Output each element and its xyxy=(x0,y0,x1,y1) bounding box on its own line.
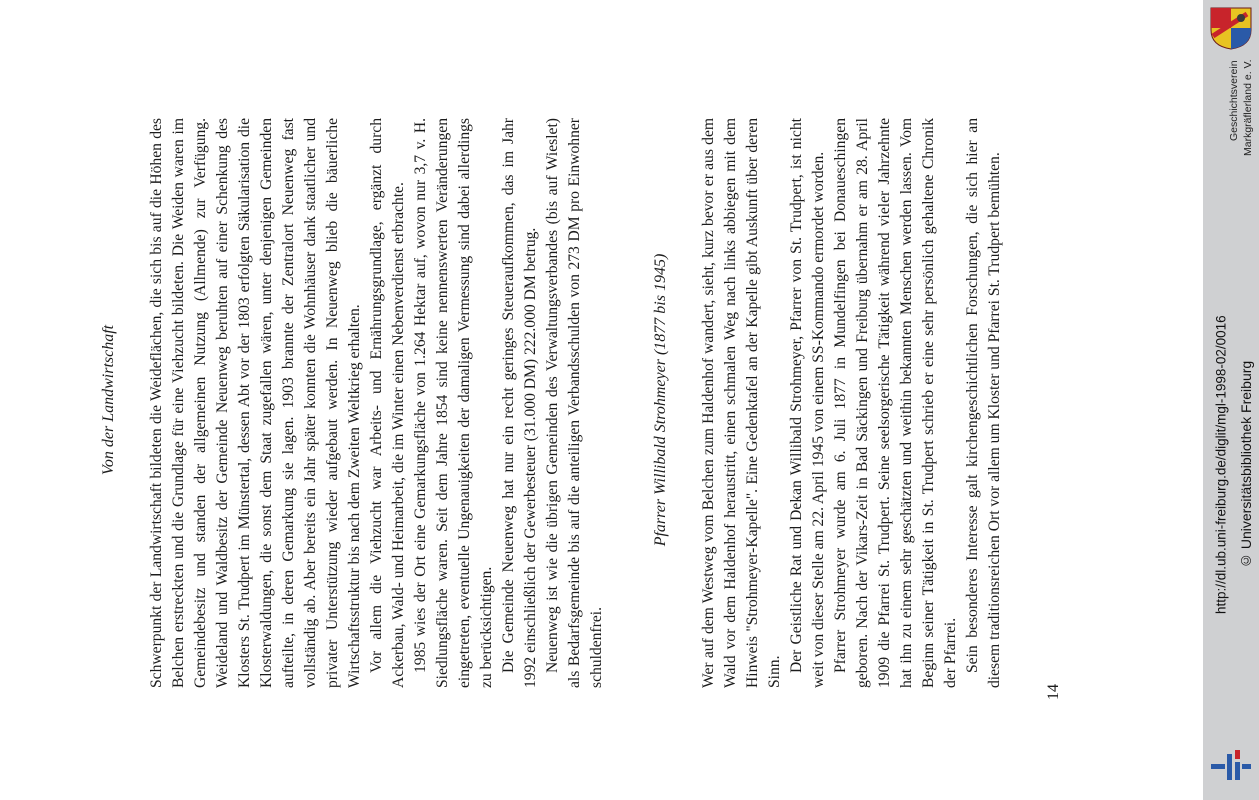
library-copyright: © Universitätsbibliothek Freiburg xyxy=(1238,360,1254,570)
paragraph: Vor allem die Viehzucht war Arbeits- und Ernährungsgrundlage, ergänzt durch Ackerbau, Wald- und Heimarbeit, die im Winter einen Nebenverdienst erbrachte. xyxy=(368,118,407,688)
paragraph: Neuenweg ist wie die übrigen Gemeinden des Verwaltungsverbandes (bis auf Wieslet) als Bedarfsgemeinde bis auf die anteiligen Verbandsschulden von 273 DM pro Einwohner schuldenfrei. xyxy=(544,118,605,688)
paragraph: Der Geistliche Rat und Dekan Willibald Strohmeyer, Pfarrer von St. Trudpert, ist nicht weit von dieser Stelle am 22. April 1945 von einem SS-Kommando ermordet worden. xyxy=(788,118,827,688)
section-heading: Pfarrer Willibald Strohmeyer (1877 bis 1945) xyxy=(652,253,669,547)
paragraph: Die Gemeinde Neuenweg hat nur ein recht geringes Steueraufkommen, das im Jahr 1992 einschließlich der Gewerbesteuer (31.000 DM) 222.000 DM betrug. xyxy=(500,118,539,688)
coat-of-arms-icon xyxy=(1209,6,1253,50)
paragraph: Wer auf dem Westweg vom Belchen zum Haldenhof wandert, sieht, kurz bevor er aus dem Wald vor dem Haldenhof heraustritt, einen schmalen Weg nach links abbiegen mit dem Hinweis "Strohmeyer-Kapelle". Eine Gedenktafel an der Kapelle gibt Auskunft über deren Sinn. xyxy=(700,118,783,688)
paragraph: 1985 wies der Ort eine Gemarkungsfläche von 1.264 Hektar auf, wovon nur 3,7 v. H. Siedlungsfläche waren. Seit dem Jahre 1854 sind keine nennenswerten Veränderungen eingetreten, eventuelle Ungenauigkeiten der damaligen Vermessung sind dabei allerdings zu berücksichtigen. xyxy=(412,118,495,688)
section-landwirtschaft xyxy=(146,118,608,688)
society-name-line1: Geschichtsverein xyxy=(1228,60,1240,141)
section-pfarrer xyxy=(698,118,1006,688)
paragraph: Pfarrer Strohmeyer wurde am 6. Juli 1877 in Mundelfingen bei Donaueschingen geboren. Nach der Vikars-Zeit in Bad Säckingen und Freiburg übernahm er am 28. April 1909 die Pfarrei St. Trudpert. Seine seelsorgerische Tätigkeit während vieler Jahrzehnte hat ihn zu einem sehr geschätzten und weithin bekannten Menschen werden lassen. Vom Beginn seiner Tätigkeit in St. Trudpert schrieb er eine sehr persönlich gehaltene Chronik der Pfarrei. xyxy=(832,118,959,688)
permalink-url[interactable]: http://dl.ub.uni-freiburg.de/diglit/mgl-1998-02/0016 xyxy=(1213,315,1229,615)
paragraph: Sein besonderes Interesse galt kirchengeschichtlichen Forschungen, die sich hier an diesem traditionsreichen Ort vor allem um Kloster und Pfarrei St. Trudpert bemühten. xyxy=(964,118,1003,688)
society-name-line2: Markgräflerland e. V. xyxy=(1242,60,1254,157)
paragraph: Schwerpunkt der Landwirtschaft bildeten die Weideflächen, die sich bis auf die Höhen des Belchen erstreckten und die Grundlage für eine Viehzucht bildeten. Die Weiden waren im Gemeindebesitz und standen der allgemeinen Nutzung (Allmende) zur Verfügung. Weideland und Waldbesitz der Gemeinde Neuenweg beruhten auf einer Schenkung des Klosters St. Trudpert im Münstertal, dessen Abt vor der 1803 erfolgten Säkularisation die Klosterwaldungen, die sonst dem Staat zugefallen wären, unter denjenigen Gemeinden aufteilte, in deren Gemarkung sie lagen. 1903 brannte der Zentralort Neuenweg fast vollständig ab. Aber bereits ein Jahr später konnten die Wohnhäuser dank staatlicher und privater Unterstützung wieder aufgebaut werden. In Neuenweg blieb die bäuerliche Wirtschaftsstruktur bis nach dem Zweiten Weltkrieg erhalten. xyxy=(148,118,363,688)
running-head: Von der Landwirtschaft xyxy=(100,324,117,476)
page-number: 14 xyxy=(1045,684,1062,700)
ub-freiburg-logo-icon xyxy=(1209,748,1253,784)
